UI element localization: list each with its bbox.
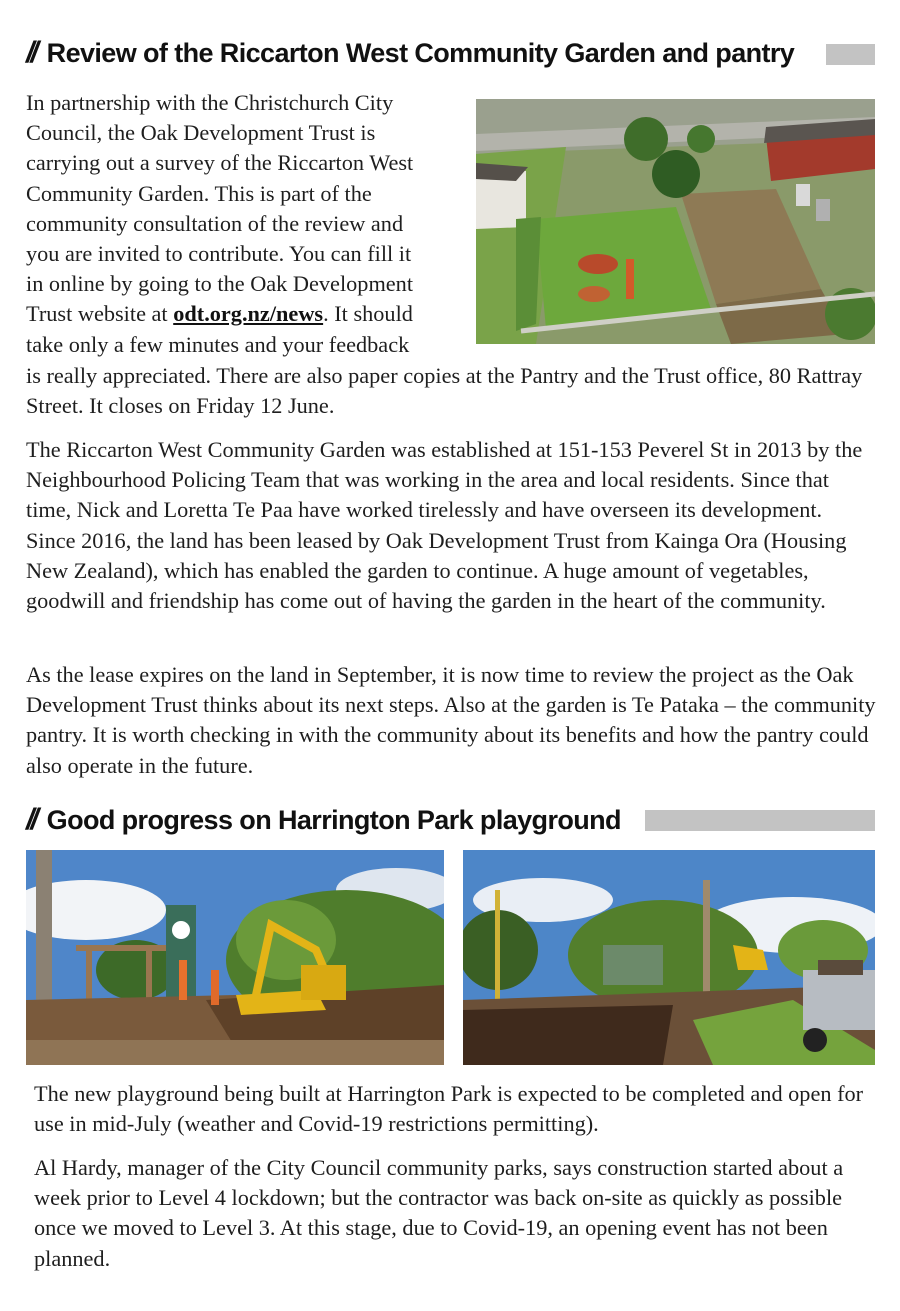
heading-bar <box>826 44 875 65</box>
intro-paragraph-continued: is really appreciated. There are also paper copies at the Pantry and the Trust office, 80 Rattray Street. It closes on Friday 12 June. <box>26 363 863 419</box>
intro-line: in online by going to the Oak Development <box>26 271 414 297</box>
intro-line: carrying out a survey of the Riccarton West <box>26 150 414 176</box>
intro-line: you are invited to contribute. You can fill it <box>26 241 412 267</box>
intro-line-with-link <box>26 299 471 329</box>
intro-line: take only a few minutes and your feedback <box>26 331 410 357</box>
odt-news-link[interactable]: odt.org.nz/news <box>173 301 324 327</box>
heading-bar <box>645 810 875 831</box>
section-heading-garden-review <box>26 36 794 70</box>
heading-text: Review of the Riccarton West Community Garden and pantry <box>46 37 795 68</box>
intro-line: Council, the Oak Development Trust is <box>26 120 376 146</box>
playground-photo-right <box>463 850 875 1065</box>
section-heading-playground <box>26 803 621 837</box>
playground-completion-paragraph: The new playground being built at Harrington Park is expected to be completed and open for use in mid-July (weather and Covid-19 restrictions permitting). <box>34 1081 864 1137</box>
playground-photo-left <box>26 850 444 1065</box>
intro-line: In partnership with the Christchurch City <box>26 90 394 115</box>
garden-history-paragraph: The Riccarton West Community Garden was established at 151-153 Peverel St in 2013 by the Neighbourhood Policing Team that was working in the area and local residents. Since that time, Nick and Loretta Te Paa have worked tirelessly and have overseen its development. Since 2016, the land has been leased by Oak Development Trust from Kainga Ora (Housing New Zealand), which has enabled the garden to continue. A huge amount of vegetables, goodwill and friendship has come out of having the garden in the heart of the community. <box>26 437 863 614</box>
intro-text: Trust website at <box>26 301 174 327</box>
heading-text: Good progress on Harrington Park playground <box>46 804 621 835</box>
lease-review-paragraph: As the lease expires on the land in September, it is now time to review the project as the Oak Development Trust thinks about its next steps. Also at the garden is Te Pataka – the community pantry. It is worth checking in with the community about its benefits and how the pantry could also operate in the future. <box>26 662 876 778</box>
heading-slashes: // <box>26 36 35 69</box>
heading-slashes: // <box>26 803 35 836</box>
intro-paragraph-narrow <box>26 88 471 360</box>
construction-paragraph: Al Hardy, manager of the City Council community parks, says construction started about a week prior to Level 4 lockdown; but the contractor was back on-site as quickly as possible once we moved to Level 3. At this stage, due to Covid-19, an opening event has not been planned. <box>34 1155 844 1271</box>
garden-aerial-photo <box>476 99 875 344</box>
intro-line: Community Garden. This is part of the <box>26 180 372 206</box>
intro-line: community consultation of the review and <box>26 210 404 236</box>
intro-text: . It should <box>323 301 413 327</box>
